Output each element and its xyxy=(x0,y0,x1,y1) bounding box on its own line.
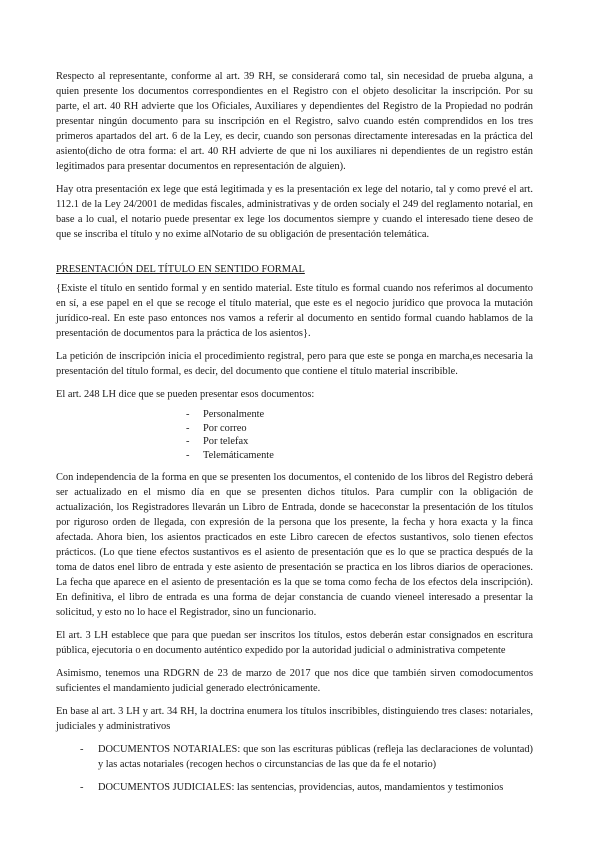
paragraph-titulos-inscribibles: En base al art. 3 LH y art. 34 RH, la doctrina enumera los títulos inscribibles, distinguiendo tres clases: notariales, judiciales y administrativos xyxy=(56,706,533,733)
list-item: - DOCUMENTOS NOTARIALES: que son las escrituras públicas (refleja las declaraciones de voluntad) y las actas notariales (recogen hechos o circunstancias de las que da fe el notario) xyxy=(80,742,533,772)
list-item: - DOCUMENTOS JUDICIALES: las sentencias, providencias, autos, mandamientos y testimonios xyxy=(80,780,533,795)
paragraph-art-3: El art. 3 LH establece que para que puedan ser inscritos los títulos, estos deberán estar consignados en escritura pública, ejecutoria o en documento auténtico expedido por la autoridad judicial o administrativa competente xyxy=(56,630,533,657)
title-types-list xyxy=(80,742,533,795)
section-heading: PRESENTACIÓN DEL TÍTULO EN SENTIDO FORMAL xyxy=(56,264,305,275)
paragraph-art-248: El art. 248 LH dice que se pueden presentar esos documentos: xyxy=(56,389,315,400)
paragraph-rdgrn: Asimismo, tenemos una RDGRN de 23 de marzo de 2017 que nos dice que también sirven comodocumentos suficientes el mandamiento judicial generado electrónicamente. xyxy=(56,668,533,695)
presentation-methods-list xyxy=(186,408,533,462)
list-item: - Telemáticamente xyxy=(186,449,533,463)
paragraph-peticion-inscripcion: La petición de inscripción inicia el procedimiento registral, pero para que este se ponga en marcha,es necesaria la presentación del título formal, es decir, del documento que contiene el título material inscribible. xyxy=(56,351,533,377)
list-item: - Personalmente xyxy=(186,408,533,422)
paragraph-titulo-formal: {Existe el título en sentido formal y en sentido material. Este título es formal cuando nos referimos al documento en sí, a ese papel en el que se recoge el título material, que este es el negocio jurídico que provoca la mutación jurídico-real. En este paso entonces nos vamos a referir al documento en sentido formal cuando hablamos de la presentación de documentos para la práctica de los asientos}. xyxy=(56,283,533,339)
paragraph-libro-entrada: Con independencia de la forma en que se presenten los documentos, el contenido de los libros del Registro deberá ser actualizado en el mismo día en que se presenten dichos títulos. Para cumplir con la obligación de actualización, los Registradores llevarán un Libro de Entrada, donde se haceconstar la presentación de los títulos por riguroso orden de llegada, con expresión de la persona que los presente, la fecha y hora exacta y la finca afectada. Ahora bien, los asientos practicados en este Libro carecen de efectos sustantivos, solo tienen efectos prácticos. (Lo que tiene efectos sustantivos es el asiento de presentación que es lo que se practica después de la toma de datos enel libro de entrada y este asiento de presentación se practica en los libros diarios de operaciones. La fecha que aparece en el asiento de presentación es la que se toma como fecha de los efectos dela inscripción). En definitiva, el libro de entrada es una forma de dejar constancia de cuando vieneel interesado a presentar la solicitud, y esto no lo hace el Registrador, sino un funcionario. xyxy=(56,472,533,619)
paragraph-representante: Respecto al representante, conforme al art. 39 RH, se considerará como tal, sin necesidad de prueba alguna, a quien presente los documentos correspondientes en el Registro con el objeto desolicitar la inscripción. Por su parte, el art. 40 RH advierte que los Oficiales, Auxiliares y dependientes del Registro de la Propiedad no podrán presentar ningún documento para su inscripción en el Registro, salvo cuando estén comprendidos en los tres primeros apartados del art. 6 de la Ley, es decir, cuando son personas directamente interesadas en la práctica del asiento(dicho de otra forma: el art. 40 RH advierte de que ni los auxiliares ni dependientes de un registro están legitimados para presentar documentos en representación de alguien). xyxy=(56,71,533,172)
list-item: - Por correo xyxy=(186,422,533,436)
list-item: - Por telefax xyxy=(186,435,533,449)
paragraph-presentacion-notario: Hay otra presentación ex lege que está legitimada y es la presentación ex lege del notario, tal y como prevé el art. 112.1 de la Ley 24/2001 de medidas fiscales, administrativas y de orden socialy el 249 del reglamento notarial, en base a lo cual, el notario puede presentar ex lege los documentos siempre y cuando el interesado tiene deseo de que se inscriba el título y no exime alNotario de su obligación de presentación telemática. xyxy=(56,184,533,240)
